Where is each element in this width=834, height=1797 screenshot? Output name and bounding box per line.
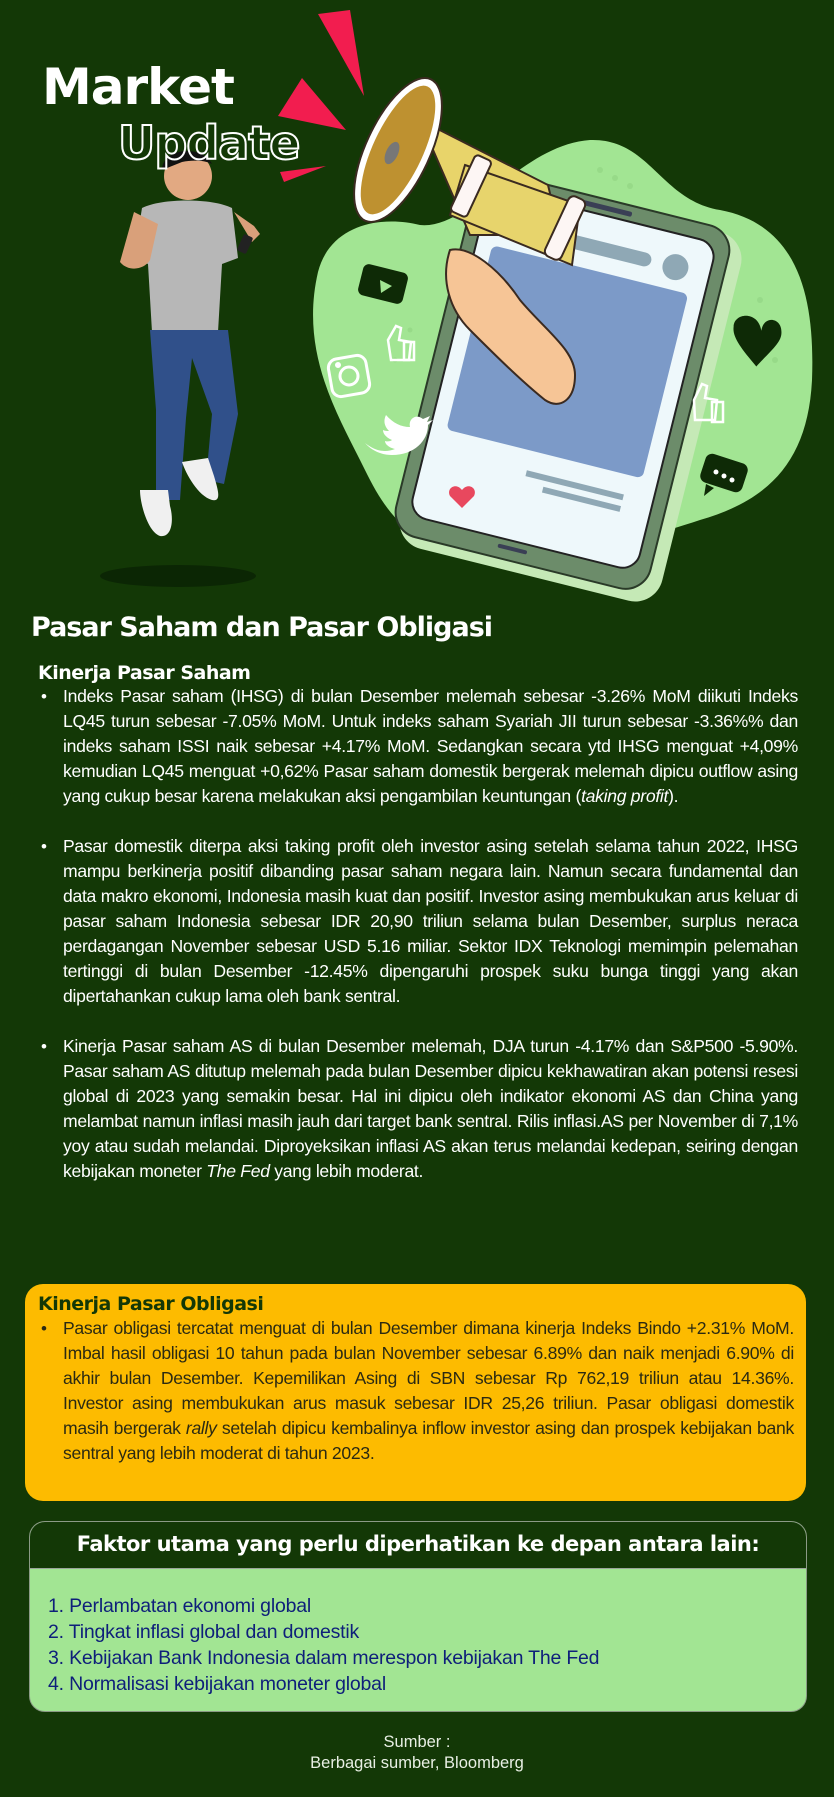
bullet-icon: • (41, 837, 47, 856)
bullet-tail: setelah dipicu kembalinya inflow investor asing dan prospek kebijakan bank sentral yang lebih moderat di tahun 2023. (63, 1418, 794, 1463)
bond-market-card (25, 1284, 806, 1501)
bullet-tail: ). (668, 786, 679, 806)
bullet-italic: The Fed (206, 1161, 270, 1181)
stock-bullet-list (38, 684, 798, 1184)
factor-item: 1. Perlambatan ekonomi global (48, 1595, 312, 1617)
bond-bullet-list (38, 1316, 794, 1466)
bond-bullet-item (38, 1316, 794, 1466)
bullet-italic: rally (185, 1418, 217, 1438)
bullet-italic: taking profit (581, 786, 669, 806)
bullet-text: Indeks Pasar saham (IHSG) di bulan Desember melemah sebesar -3.26% MoM diikuti Indeks LQ45 turun sebesar -7.05% MoM. Untuk indeks saham Syariah JII turun sebesar -3.36%% dan indeks saham ISSI naik sebesar +4.17% MoM. Sedangkan secara ytd IHSG menguat +4,09% kemudian LQ45 menguat +0,62% Pasar saham domestik bergerak melemah dipicu outflow asing yang cukup besar karena melakukan aksi pengambilan keuntungan ( (63, 686, 798, 806)
stock-market-section (38, 662, 798, 1209)
source-footer (0, 1732, 834, 1774)
shadow-shape (100, 565, 256, 587)
factor-item: 3. Kebijakan Bank Indonesia dalam merespon kebijakan The Fed (48, 1647, 600, 1669)
stock-bullet-item (38, 684, 798, 809)
key-factors-list (30, 1569, 806, 1697)
section-title: Pasar Saham dan Pasar Obligasi (31, 612, 493, 643)
bullet-tail: yang lebih moderat. (269, 1161, 424, 1181)
bullet-text: Pasar obligasi tercatat menguat di bulan Desember dimana kinerja Indeks Bindo +2.31% MoM. Imbal hasil obligasi 10 tahun pada bulan November sebesar 6.89% dan naik menjadi 6.90% di akhir bulan Desember. Kepemilikan Asing di SBN sebesar Rp 762,19 triliun atau 14.36%. Investor asing membukukan arus masuk sebesar IDR 25,26 triliun. Pasar obligasi domestik masih bergerak (63, 1318, 794, 1438)
hero-illustration (0, 0, 834, 610)
factor-item: 2. Tingkat inflasi global dan domestik (48, 1621, 360, 1643)
bullet-icon: • (41, 1037, 47, 1056)
stock-bullet-item (38, 834, 798, 1009)
bullet-text: Pasar domestik diterpa aksi taking profit oleh investor asing setelah selama tahun 2022, IHSG mampu berkinerja positif dibanding pasar saham negara lain. Namun secara fundamental dan data makro ekonomi, Indonesia masih kuat dan positif. Investor asing membukukan arus keluar di pasar saham Indonesia sebesar IDR 20,90 triliun selama bulan Desember, surplus neraca perdagangan November sebesar USD 5.16 miliar. Sektor IDX Teknologi memimpin pelemahan tertinggi di bulan Desember -12.45% dipengaruhi prospek suku bunga tinggi yang akan dipertahankan cukup lama oleh bank sentral. (63, 836, 798, 1006)
source-label: Sumber : (383, 1733, 451, 1751)
key-factors-title: Faktor utama yang perlu diperhatikan ke depan antara lain: (30, 1522, 806, 1569)
stock-market-title: Kinerja Pasar Saham (38, 662, 251, 684)
bullet-icon: • (41, 687, 47, 706)
title-update: Update (118, 116, 300, 170)
factor-item: 4. Normalisasi kebijakan moneter global (48, 1673, 386, 1695)
stock-bullet-item (38, 1034, 798, 1184)
key-factors-card (29, 1521, 807, 1712)
bullet-text: Kinerja Pasar saham AS di bulan Desember melemah, DJA turun -4.17% dan S&P500 -5.90%. Pasar saham AS ditutup melemah pada bulan Desember dipicu kekhawatiran akan potensi resesi global di 2023 yang semakin besar. Hal ini dipicu oleh indikator ekonomi AS dan China yang melambat namun inflasi masih jauh dari target bank sentral. Rilis inflasi.AS per November di 7,1% yoy atau sudah melandai. Diproyeksikan inflasi AS akan terus melandai kedepan, seiring dengan kebijakan moneter (63, 1036, 798, 1181)
bond-market-title: Kinerja Pasar Obligasi (38, 1293, 264, 1315)
source-value: Berbagai sumber, Bloomberg (310, 1754, 524, 1772)
person-jumping-image (100, 151, 260, 587)
bullet-icon: • (41, 1319, 47, 1338)
title-market: Market (42, 58, 234, 116)
